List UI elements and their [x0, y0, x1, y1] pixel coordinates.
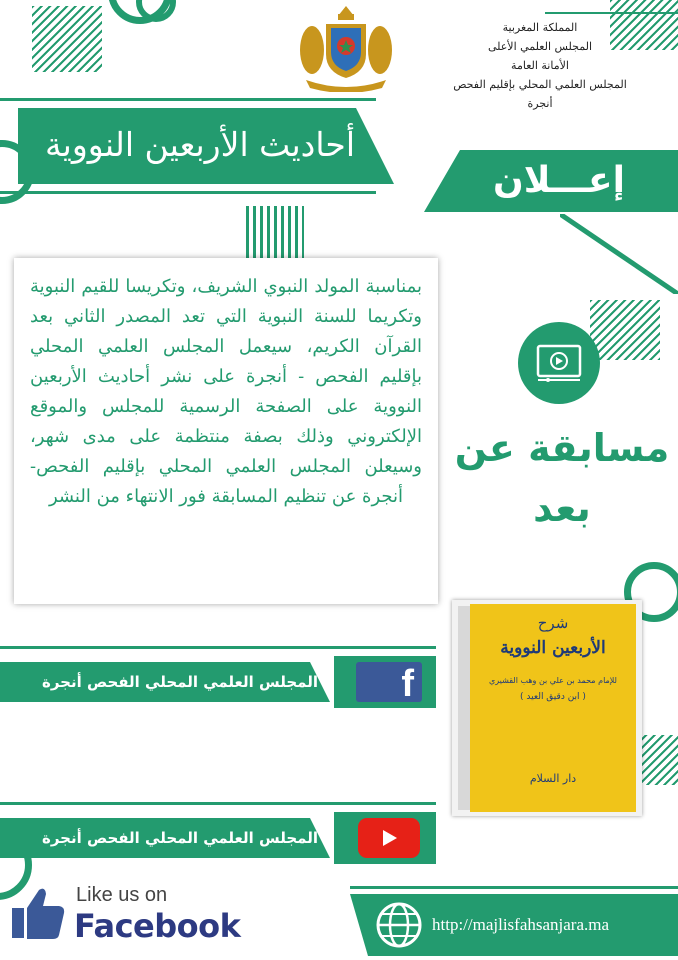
decor-hatch-mid-right: [590, 300, 660, 360]
thumbs-up-icon: [8, 884, 68, 942]
org-line-4: المجلس العلمي المحلي بإقليم الفحص أنجرة: [453, 78, 627, 110]
globe-icon: [374, 900, 424, 950]
youtube-play-icon[interactable]: [358, 818, 420, 858]
org-line-1: المملكة المغربية: [502, 21, 578, 34]
facebook-page-label: المجلس العلمي المحلي الفحص أنجرة: [41, 673, 318, 691]
announcement-body-text: بمناسبة المولد النبوي الشريف، وتكريسا للقيم النبوية وتكريما للسنة النبوية التي تعد المصدر الثاني بعد القرآن الكريم، سيعمل المجلس العلمي المحلي بإقليم الفحص - أنجرة على نشر أحاديث الأربعين النووية على الصفحة الرسمية للمجلس والموقع الإلكتروني وذلك بصفة منتظمة على مدى شهر، وسيعلن المجلس العلمي المحلي بإقليم الفحص-أنجرة عن تنظيم المسابقة فور الانتهاء من النشر: [30, 276, 422, 507]
website-banner[interactable]: [350, 886, 678, 960]
like-us-text: Like us on: [76, 884, 168, 906]
book-publisher: دار السلام: [529, 772, 577, 785]
youtube-channel-label: المجلس العلمي المحلي الفحص أنجرة: [41, 829, 318, 847]
website-banner-line: [350, 886, 678, 889]
video-player-icon: [518, 322, 600, 404]
book-author-alias: ( ابن دقيق العيد ): [520, 692, 586, 702]
book-title-main: الأربعين النووية: [500, 638, 606, 658]
body-text-box: [14, 258, 438, 604]
announcement-text: إعـــلان: [493, 160, 625, 201]
facebook-banner-line: [0, 646, 436, 649]
title-banner-text: أحاديث الأربعين النووية: [44, 125, 356, 164]
decor-line-top-right: [545, 12, 678, 14]
facebook-icon[interactable]: f: [356, 662, 422, 702]
decor-hatch-left: [32, 6, 102, 72]
book-title-top: شرح: [537, 614, 569, 632]
facebook-wordmark[interactable]: Facebook: [74, 907, 241, 945]
org-header: [440, 18, 640, 113]
org-line-2: المجلس العلمي الأعلى: [487, 40, 593, 53]
book-author: للإمام محمد بن علي بن وهب القشيري: [488, 676, 617, 685]
decor-diagonal-right: [560, 214, 678, 294]
facebook-banner[interactable]: [0, 646, 436, 708]
book-spine: [458, 606, 470, 810]
book-front: [470, 604, 636, 812]
youtube-banner-line: [0, 802, 436, 805]
contest-title: مسابقة عن بعد: [454, 426, 670, 530]
decor-hatch-top: [246, 206, 304, 266]
book-cover: [452, 600, 642, 816]
org-line-3: الأمانة العامة: [511, 59, 569, 72]
youtube-banner[interactable]: [0, 802, 436, 864]
website-url-link[interactable]: http://majlisfahsanjara.ma: [432, 915, 610, 934]
video-badge: [518, 322, 600, 404]
coat-of-arms-emblem: [298, 4, 394, 92]
